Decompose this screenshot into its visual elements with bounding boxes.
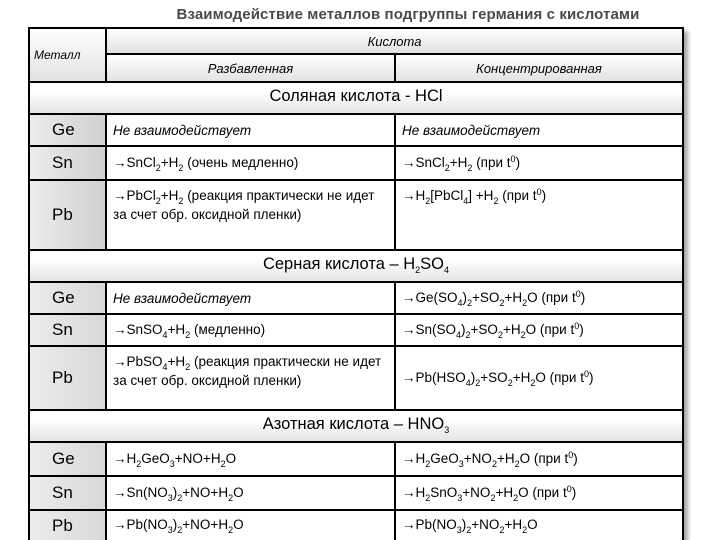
hcl-ge-dilute: Не взаимодействует [107, 115, 394, 145]
section-title-hcl [30, 83, 682, 113]
header-acid: Кислота [107, 29, 682, 53]
metal-pb: Pb [30, 181, 105, 249]
header-dilute: Разбавленная [107, 55, 394, 81]
h2so4-pb-conc [396, 347, 682, 409]
metal-pb: Pb [30, 347, 105, 409]
h2so4-sn-conc-text: $\to Sn(SO_4)_2+SO_2+H_2O$ (при $t^0$) [402, 320, 584, 340]
hno3-sn-conc-text: $\to H_2SnO_3+NO_2+H_2O$ (при $t^0$) [402, 483, 577, 503]
hno3-pb-dilute [107, 511, 394, 540]
hcl-ge-conc: Не взаимодействует [396, 115, 682, 145]
hcl-sn-dilute-text: $\to SnCl_2+H_2$ (очень медленно) [113, 154, 299, 173]
h2so4-ge-conc-text: $\to Ge(SO_4)_2+SO_2+H_2O$ (при $t^0$) [402, 288, 586, 308]
hcl-sn-dilute [107, 147, 394, 179]
metal-ge: Ge [30, 115, 105, 145]
header-metal: Металл [30, 29, 105, 81]
acids-table [28, 27, 684, 540]
page-title: Взаимодействие металлов подгруппы германия с кислотами [176, 6, 640, 23]
hno3-sn-dilute [107, 477, 394, 509]
hno3-pb-dilute-text: $\to Pb(NO_3)_2+NO+H_2O$ [113, 517, 244, 535]
header-concentrated: Концентрированная [396, 55, 682, 81]
section-hno3-text: Азотная кислота – $HNO_3$ [262, 415, 450, 435]
hcl-pb-dilute-text: $\to PbCl_2+H_2$ (реакция практически не идет за счет обр. оксидной пленки) [113, 188, 375, 222]
metal-sn: Sn [30, 147, 105, 179]
h2so4-pb-dilute-text: $\to PbSO_4+H_2$ (реакция практически не идет за счет обр. оксидной пленки) [113, 354, 382, 388]
metal-sn: Sn [30, 477, 105, 509]
h2so4-ge-dilute: Не взаимодействует [107, 283, 394, 313]
section-hcl-text: Соляная кислота - HCl [269, 87, 443, 105]
hcl-pb-conc [396, 181, 682, 249]
hcl-sn-conc-text: $\to SnCl_2+H_2$ (при $t^0$) [402, 153, 521, 173]
hcl-pb-conc-text: $\to H_2[PbCl_4] +H_2$ (при $t^0$) [402, 187, 547, 206]
h2so4-ge-conc [396, 283, 682, 313]
hno3-ge-dilute [107, 443, 394, 475]
h2so4-pb-conc-text: $\to Pb(HSO_4)_2+SO_2+H_2O$ (при $t^0$) [402, 368, 594, 388]
h2so4-sn-dilute [107, 315, 394, 345]
metal-ge: Ge [30, 283, 105, 313]
h2so4-sn-dilute-text: $\to SnSO_4+H_2$ (медленно) [113, 321, 266, 340]
metal-sn: Sn [30, 315, 105, 345]
metal-ge: Ge [30, 443, 105, 475]
h2so4-pb-dilute [107, 347, 394, 409]
section-title-hno3 [30, 411, 682, 441]
hno3-pb-conc [396, 511, 682, 540]
hno3-ge-conc-text: $\to H_2GeO_3+NO_2+H_2O$ (при $t^0$) [402, 449, 578, 469]
hno3-ge-conc [396, 443, 682, 475]
hcl-sn-conc [396, 147, 682, 179]
hcl-pb-dilute [107, 181, 394, 249]
hno3-sn-conc [396, 477, 682, 509]
section-title-h2so4 [30, 251, 682, 281]
section-h2so4-text: Серная кислота – $H_2SO_4$ [262, 255, 450, 275]
h2so4-sn-conc [396, 315, 682, 345]
hno3-ge-dilute-text: $\to H_2GeO_3+NO+H_2O$ [113, 450, 237, 469]
metal-pb: Pb [30, 511, 105, 540]
hno3-pb-conc-text: $\to Pb(NO_3)_2+NO_2+H_2O$ [402, 517, 538, 535]
hno3-sn-dilute-text: $\to Sn(NO_3)_2+NO+H_2O$ [113, 484, 244, 503]
